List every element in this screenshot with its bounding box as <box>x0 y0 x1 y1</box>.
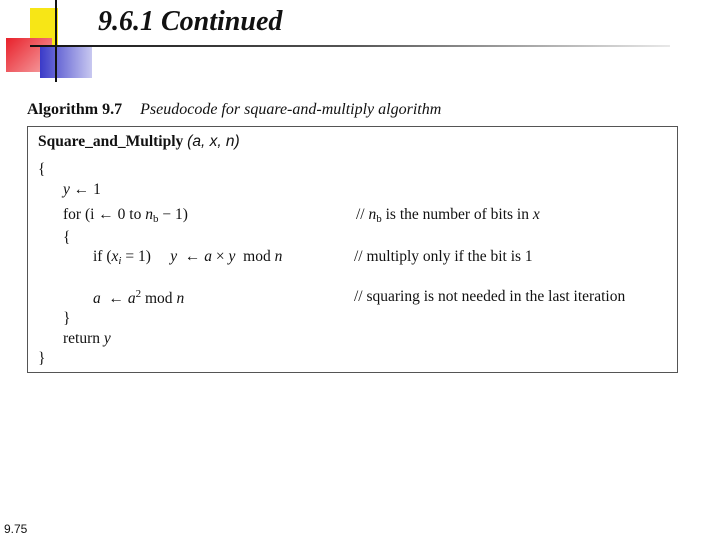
title-underline <box>30 45 670 47</box>
algorithm-box <box>27 126 678 373</box>
function-params: (a, x, n) <box>187 133 240 150</box>
function-name: Square_and_Multiply <box>38 133 184 150</box>
code-line-if: if $(x_i = 1)$ y ← a × y mod n <box>93 248 283 267</box>
algorithm-header <box>27 101 441 119</box>
slide-number: 9.75 <box>4 522 28 536</box>
function-signature <box>38 133 240 151</box>
comment-if: // multiply only if the bit is 1 <box>354 248 533 265</box>
code-line-for: for (i ← 0 to $n_b - 1$) <box>63 206 188 225</box>
inner-close-brace: } <box>63 310 71 327</box>
algorithm-caption: Pseudocode for square-and-multiply algorithm <box>140 101 442 118</box>
decor-blue-square <box>40 46 92 78</box>
code-line-init: y ← 1 <box>63 181 101 198</box>
algorithm-label: Algorithm 9.7 <box>27 101 123 118</box>
close-brace: } <box>38 350 46 367</box>
open-brace: { <box>38 161 46 178</box>
slide-title: 9.6.1 Continued <box>98 6 283 37</box>
decor-vertical-line <box>55 0 57 82</box>
comment-square: // squaring is not needed in the last iteration <box>354 288 626 305</box>
inner-open-brace: { <box>63 229 71 246</box>
code-line-return: return y <box>63 330 111 347</box>
code-line-square: a ← $a^2$ mod n <box>93 288 185 307</box>
comment-for: // $n_b$ is the number of bits in x <box>356 206 540 225</box>
